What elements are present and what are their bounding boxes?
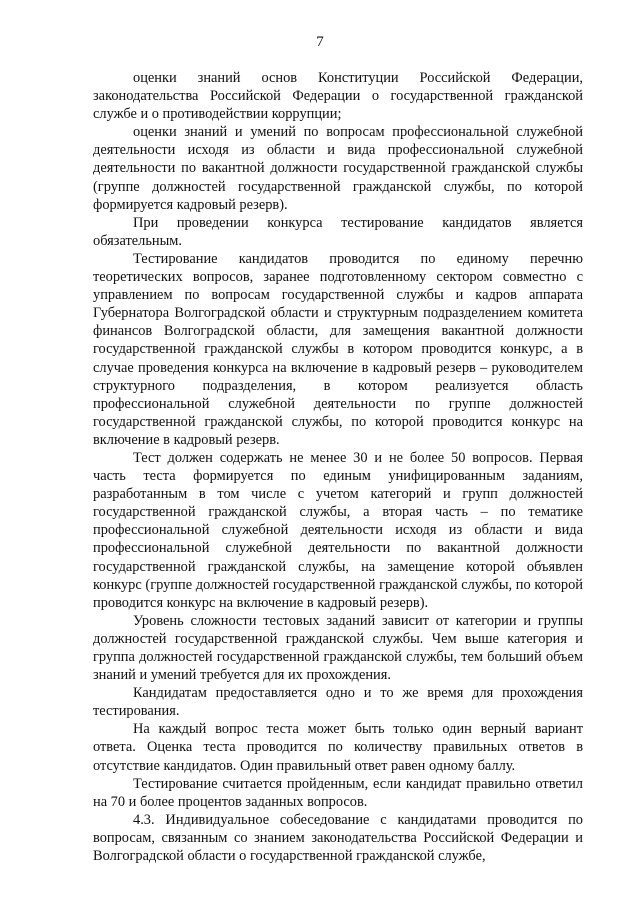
paragraph: Кандидатам предоставляется одно и то же время для прохождения тестирования. — [93, 685, 583, 720]
paragraph: При проведении конкурса тестирование кандидатов является обязательным. — [93, 214, 583, 249]
page-number: 7 — [316, 34, 324, 50]
paragraph: Тест должен содержать не менее 30 и не более 50 вопросов. Первая часть теста формируется по единым унифицированным заданиям, разработанным в том числе с учетом категорий и групп должностей государственной гражданской службы, а вторая часть – по тематике профессиональной служебной деятельности исходя из области и вида профессиональной служебной деятельности по вакантной должности государственной гражданской службы, на замещение которой объявлен конкурс (группе должностей государственной гражданской службы, по которой проводится конкурс на включение в кадровый резерв). — [93, 449, 583, 611]
document-body — [93, 69, 583, 865]
paragraph: Уровень сложности тестовых заданий зависит от категории и группы должностей государственной гражданской службы. Чем выше категория и группа должностей государственной гражданской службы, тем больший объем знаний и умений требуется для их прохождения. — [93, 612, 583, 684]
paragraph: 4.3. Индивидуальное собеседование с кандидатами проводится по вопросам, связанным со знанием законодательства Российской Федерации и Волгоградской области о государственной гражданской службе, — [93, 811, 583, 865]
paragraph: оценки знаний основ Конституции Российской Федерации, законодательства Российской Федерации о государственной гражданской службе и о противодействии коррупции; — [93, 70, 583, 123]
paragraph: Тестирование кандидатов проводится по единому перечню теоретических вопросов, заранее подготовленному сектором совместно с управлением по вопросам государственной службы и кадров аппарата Губернатора Волгоградской области и структурным подразделением комитета финансов Волгоградской области, для замещения вакантной должности государственной гражданской службы в котором проводится конкурс, а в случае проведения конкурса на включение в кадровый резерв – руководителем структурного подразделения, в котором реализуется область профессиональной служебной деятельности по группе должностей государственной гражданской службы, по которой проводится конкурс на включение в кадровый резерв. — [93, 250, 583, 448]
paragraph: Тестирование считается пройденным, если кандидат правильно ответил на 70 и более процентов заданных вопросов. — [93, 775, 583, 810]
paragraph: оценки знаний и умений по вопросам профессиональной служебной деятельности исходя из области и вида профессиональной служебной деятельности по вакантной должности государственной гражданской службы (группе должностей государственной гражданской службы, по которой формируется кадровый резерв). — [93, 124, 583, 213]
paragraph: На каждый вопрос теста может быть только один верный вариант ответа. Оценка теста проводится по количеству правильных ответов в отсутствие кандидатов. Один правильный ответ равен одному баллу. — [93, 721, 583, 774]
